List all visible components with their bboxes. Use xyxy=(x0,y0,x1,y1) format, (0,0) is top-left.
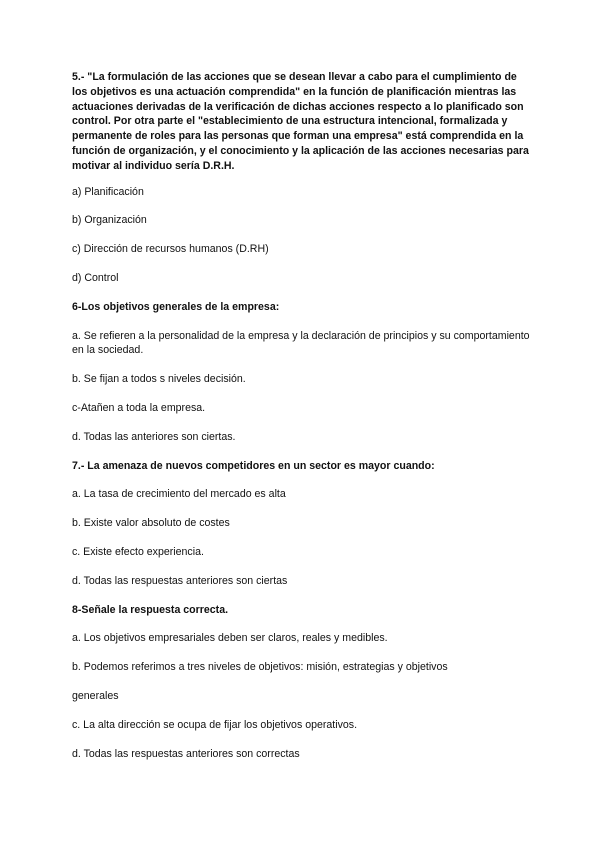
question-8-option-b: b. Podemos referimos a tres niveles de objetivos: misión, estrategias y objetivos xyxy=(72,661,448,674)
question-8-option-d: d. Todas las respuestas anteriores son correctas xyxy=(72,747,300,760)
question-7-option-c: c. Existe efecto experiencia. xyxy=(72,545,204,558)
question-6-option-a: a. Se refieren a la personalidad de la empresa y la declaración de principios y su comportamiento en la sociedad. xyxy=(72,329,530,357)
question-8 xyxy=(72,603,532,762)
question-8-stem: 8-Señale la respuesta correcta. xyxy=(72,603,229,616)
question-5-option-b: b) Organización xyxy=(72,214,147,227)
question-7-option-a: a. La tasa de crecimiento del mercado es alta xyxy=(72,488,286,501)
question-6-option-c: c-Atañen a toda la empresa. xyxy=(72,401,206,414)
question-8-option-a: a. Los objetivos empresariales deben ser claros, reales y medibles. xyxy=(72,632,388,645)
question-5-option-c: c) Dirección de recursos humanos (D.RH) xyxy=(72,243,269,256)
question-6-stem: 6-Los objetivos generales de la empresa: xyxy=(72,300,280,313)
document-page xyxy=(72,70,532,761)
question-6-option-b: b. Se fijan a todos s niveles decisión. xyxy=(72,373,246,386)
question-6 xyxy=(72,300,532,445)
question-7-option-d: d. Todas las respuestas anteriores son ciertas xyxy=(72,574,288,587)
question-6-option-d: d. Todas las anteriores son ciertas. xyxy=(72,430,236,443)
question-7-option-b: b. Existe valor absoluto de costes xyxy=(72,517,230,530)
question-7 xyxy=(72,459,532,589)
question-8-option-b-continued: generales xyxy=(72,689,119,702)
question-8-option-c: c. La alta dirección se ocupa de fijar los objetivos operativos. xyxy=(72,718,358,731)
question-5-stem: 5.- "La formulación de las acciones que se desean llevar a cabo para el cumplimiento de los objetivos es una actuación comprendida" en la función de planificación mientras las actuaciones derivadas de la verificación de dichas acciones respecto a lo planificado son control. Por otra parte el "establecimiento de una estructura intencional, formalizada y permanente de roles para las personas que forman una empresa" está comprendida en la función de organización, y el conocimiento y la aplicación de las acciones necesarias para motivar al individuo sería D.R.H. xyxy=(72,71,529,172)
question-5-option-d: d) Control xyxy=(72,271,119,284)
question-7-stem: 7.- La amenaza de nuevos competidores en un sector es mayor cuando: xyxy=(72,459,435,472)
question-5-option-a: a) Planificación xyxy=(72,185,144,198)
question-5 xyxy=(72,70,532,286)
